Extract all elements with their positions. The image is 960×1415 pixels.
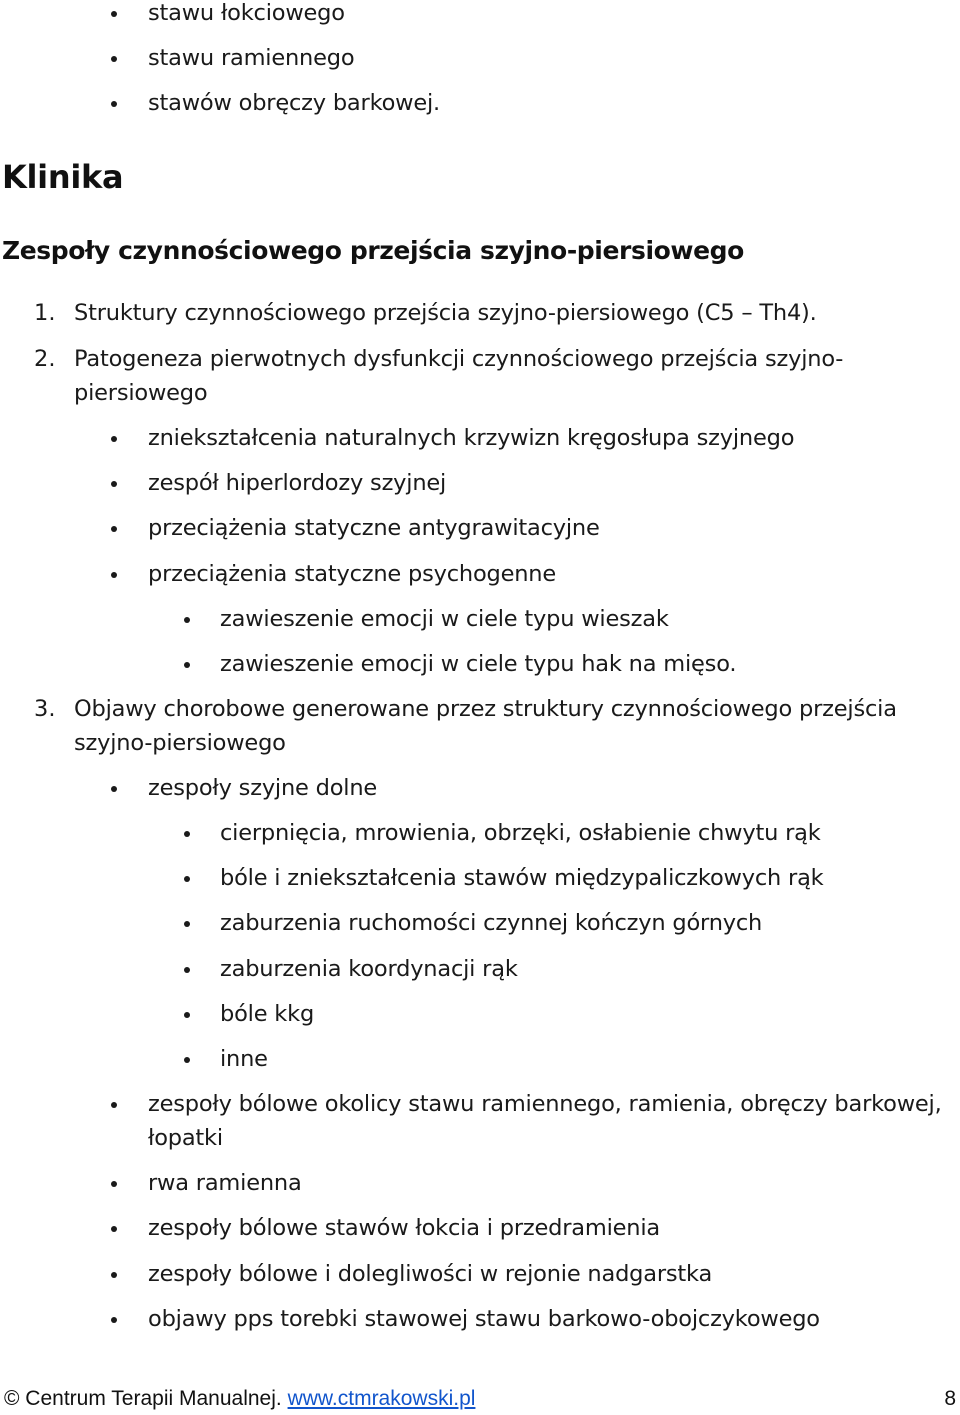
list-item: stawów obręczy barkowej. — [148, 90, 441, 116]
bullet-dot — [184, 921, 190, 927]
sub-list-item: bóle kkg — [220, 1001, 315, 1027]
bullet-dot — [111, 11, 117, 17]
page-footer — [4, 1386, 475, 1412]
list-item: stawu łokciowego — [148, 0, 345, 26]
bullet-dot — [184, 831, 190, 837]
bullet-dot — [184, 662, 190, 668]
page-number: 8 — [944, 1387, 956, 1410]
bullet-dot — [111, 1272, 117, 1278]
bullet-dot — [111, 56, 117, 62]
bullet-dot — [111, 786, 117, 792]
bullet-dot — [111, 481, 117, 487]
list-item: zespoły bólowe i dolegliwości w rejonie nadgarstka — [148, 1261, 713, 1287]
sub-list-item: zaburzenia koordynacji rąk — [220, 956, 518, 982]
bullet-dot — [111, 1102, 117, 1108]
bullet-dot — [184, 967, 190, 973]
bullet-dot — [111, 526, 117, 532]
numbered-item-text-cont: szyjno-piersiowego — [74, 730, 286, 756]
numbered-item-text-cont: piersiowego — [74, 380, 208, 406]
list-item: zespoły bólowe stawów łokcia i przedramienia — [148, 1215, 660, 1241]
bullet-dot — [184, 876, 190, 882]
numbered-item-text: Patogeneza pierwotnych dysfunkcji czynnościowego przejścia szyjno- — [74, 346, 844, 372]
footer-website-link[interactable]: www.ctmrakowski.pl — [287, 1387, 476, 1410]
sub-list-item: zawieszenie emocji w ciele typu hak na mięso. — [220, 651, 737, 677]
sub-list-item: bóle i zniekształcenia stawów międzypaliczkowych rąk — [220, 865, 824, 891]
sub-list-item: inne — [220, 1046, 268, 1072]
bullet-dot — [111, 1317, 117, 1323]
list-item: zespół hiperlordozy szyjnej — [148, 470, 447, 496]
list-item: zespoły szyjne dolne — [148, 775, 378, 801]
footer-copyright: © Centrum Terapii Manualnej. — [4, 1387, 282, 1410]
sub-list-item: zaburzenia ruchomości czynnej kończyn górnych — [220, 910, 763, 936]
bullet-dot — [184, 1012, 190, 1018]
sub-list-item: zawieszenie emocji w ciele typu wieszak — [220, 606, 669, 632]
bullet-dot — [111, 1181, 117, 1187]
list-item: zniekształcenia naturalnych krzywizn kręgosłupa szyjnego — [148, 425, 795, 451]
list-item: zespoły bólowe okolicy stawu ramiennego, ramienia, obręczy barkowej, — [148, 1091, 942, 1117]
bullet-dot — [111, 572, 117, 578]
list-number: 1. — [34, 300, 56, 326]
section-heading: Klinika — [2, 158, 124, 196]
numbered-item-text: Objawy chorobowe generowane przez struktury czynnościowego przejścia — [74, 696, 897, 722]
list-item: przeciążenia statyczne psychogenne — [148, 561, 557, 587]
list-number: 3. — [34, 696, 56, 722]
bullet-dot — [111, 101, 117, 107]
list-item-cont: łopatki — [148, 1125, 223, 1151]
list-item: rwa ramienna — [148, 1170, 302, 1196]
section-subheading: Zespoły czynnościowego przejścia szyjno-piersiowego — [2, 236, 744, 265]
bullet-dot — [111, 1226, 117, 1232]
list-item: przeciążenia statyczne antygrawitacyjne — [148, 515, 600, 541]
list-item: objawy pps torebki stawowej stawu barkowo-obojczykowego — [148, 1306, 820, 1332]
list-number: 2. — [34, 346, 56, 372]
bullet-dot — [184, 1057, 190, 1063]
bullet-dot — [111, 436, 117, 442]
numbered-item-text: Struktury czynnościowego przejścia szyjno-piersiowego (C5 – Th4). — [74, 300, 817, 326]
sub-list-item: cierpnięcia, mrowienia, obrzęki, osłabienie chwytu rąk — [220, 820, 821, 846]
bullet-dot — [184, 617, 190, 623]
list-item: stawu ramiennego — [148, 45, 355, 71]
